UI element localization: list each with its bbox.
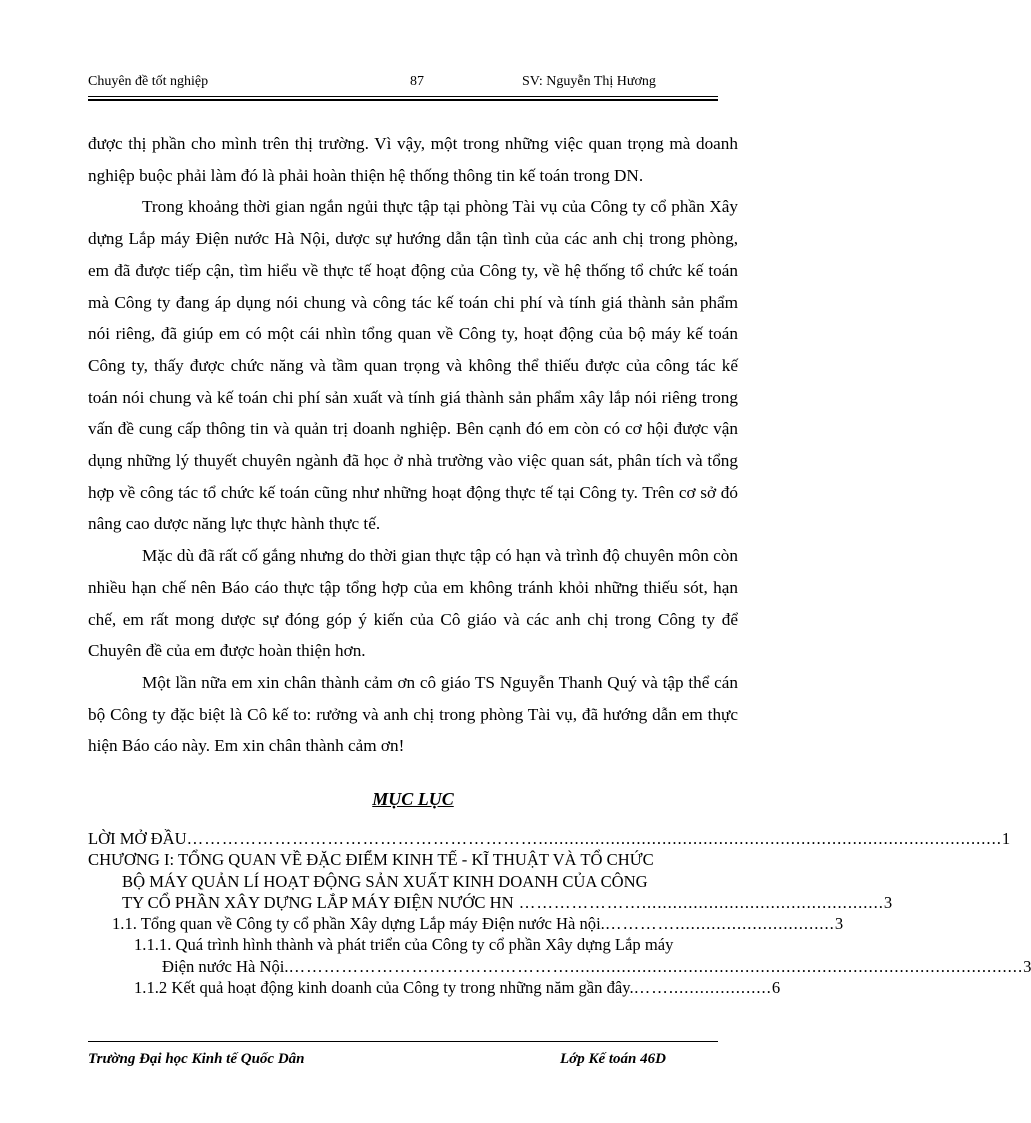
- footer-divider: [88, 1041, 718, 1042]
- header-divider-thick: [88, 99, 718, 101]
- footer-university: Trường Đại học Kinh tế Quốc Dân: [88, 1051, 305, 1067]
- toc-leader: …………………...............................................: [513, 892, 884, 912]
- toc-entry-page: 6: [771, 978, 781, 998]
- toc-leader: ……………………………………………………..........................................................................................: [186, 829, 1002, 848]
- toc-entry-text: LỜI MỞ ĐẦU: [88, 829, 187, 848]
- toc-entry-continuation: [88, 956, 1031, 977]
- toc-entry-continuation: [88, 871, 738, 892]
- toc-entry-continuation: [88, 892, 893, 913]
- toc-leader: …………...............................: [604, 914, 835, 934]
- header-divider: [88, 96, 718, 97]
- toc-entry-text: 1.1. Tổng quan về Công ty cổ phần Xây dựng Lắp máy Điện nước Hà nội.: [112, 914, 605, 934]
- toc-entry-text: TY CỔ PHẦN XÂY DỰNG LẮP MÁY ĐIỆN NƯỚC HN: [122, 892, 514, 912]
- header-title: Chuyên đề tốt nghiệp: [88, 74, 209, 89]
- paragraph: được thị phần cho mình trên thị trường. Vì vậy, một trong những việc quan trọng mà doanh nghiệp buộc phải làm đó là phải hoàn thiện hệ thống thông tin kế toán trong DN.: [88, 134, 738, 185]
- page-number: 87: [410, 74, 424, 89]
- paragraph: Trong khoảng thời gian ngắn ngủi thực tập tại phòng Tài vụ của Công ty cổ phần Xây dựng Lắp máy Điện nước Hà Nội, dược sự hướng dẫn tận tình của các anh chị trong phòng, em đã được tiếp cận, tìm hiểu về thực tế hoạt động của Công ty, về hệ thống tổ chức kế toán mà Công ty đang áp dụng nói chung và công tác kế toán chi phí và tính giá thành sản phẩm nói riêng, đã giúp em có một cái nhìn tổng quan về Công ty, hoạt động của bộ máy kế toán Công ty, thấy được chức năng và tầm quan trọng và không thể thiếu được của công tác kế toán nói chung và kế toán chi phí sản xuất và tính giá thành sản phẩm xây lắp nói riêng trong vấn đề cung cấp thông tin và quản trị doanh nghiệp. Bên cạnh đó em còn có cơ hội được vận dụng những lý thuyết chuyên ngành đã học ở nhà trường vào việc quan sát, phân tích và tổng hợp về công tác tổ chức kế toán cũng như những hoạt động thực tế tại Công ty. Trên cơ sở đó nâng cao dược năng lực thực hành thực tế.: [88, 197, 738, 534]
- toc-entry[interactable]: [88, 934, 738, 955]
- toc-entry[interactable]: [88, 828, 1011, 849]
- toc-entry-page: 3: [1023, 956, 1031, 976]
- body-text: [88, 128, 738, 762]
- toc-entry-page: 1: [1001, 829, 1011, 848]
- footer-class: Lớp Kế toán 46D: [560, 1051, 666, 1067]
- toc-entry-text: 1.1.2 Kết quả hoạt động kinh doanh của Công ty trong những năm gần đây.: [134, 978, 634, 998]
- page-header: [88, 74, 718, 94]
- paragraph: Một lần nữa em xin chân thành cảm ơn cô giáo TS Nguyễn Thanh Quý và tập thể cán bộ Công ty đặc biệt là Cô kế to: rưởng và anh chị trong phòng Tài vụ, đã hướng dẫn em thực hiện Báo cáo này. Em xin chân thành cảm ơn!: [88, 672, 738, 756]
- toc-entry-page: 3: [883, 892, 893, 912]
- toc-title: MỤC LỤC: [372, 789, 454, 809]
- toc-entry-text: BỘ MÁY QUẢN LÍ HOẠT ĐỘNG SẢN XUẤT KINH DOANH CỦA CÔNG: [122, 871, 648, 891]
- toc-entry-text: CHƯƠNG I: TỔNG QUAN VỀ ĐẶC ĐIỂM KINH TẾ - KĨ THUẬT VÀ TỔ CHỨC: [88, 850, 654, 870]
- table-of-contents: [88, 828, 1031, 998]
- toc-leader: ……....................: [633, 978, 772, 998]
- toc-entry[interactable]: [88, 849, 738, 870]
- toc-entry-text: 1.1.1. Quá trình hình thành và phát triển của Công ty cổ phần Xây dựng Lắp máy: [134, 935, 674, 955]
- header-student: SV: Nguyễn Thị Hương: [522, 74, 656, 89]
- toc-leader: …………………………………………........................................................................................: [288, 956, 1024, 976]
- toc-entry-page: 3: [834, 914, 844, 934]
- page-footer: [88, 1051, 718, 1071]
- paragraph: Mặc dù đã rất cố gắng nhưng do thời gian thực tập có hạn và trình độ chuyên môn còn nhiều hạn chế nên Báo cáo thực tập tổng hợp của em không tránh khỏi những thiếu sót, hạn chế, em rất mong dược sự đóng góp ý kiến của Cô giáo và các anh chị trong Công ty để Chuyên đề của em được hoàn thiện hơn.: [88, 546, 738, 661]
- toc-entry-text: Điện nước Hà Nội.: [162, 956, 289, 976]
- toc-entry[interactable]: [88, 977, 781, 998]
- toc-entry[interactable]: [88, 913, 844, 934]
